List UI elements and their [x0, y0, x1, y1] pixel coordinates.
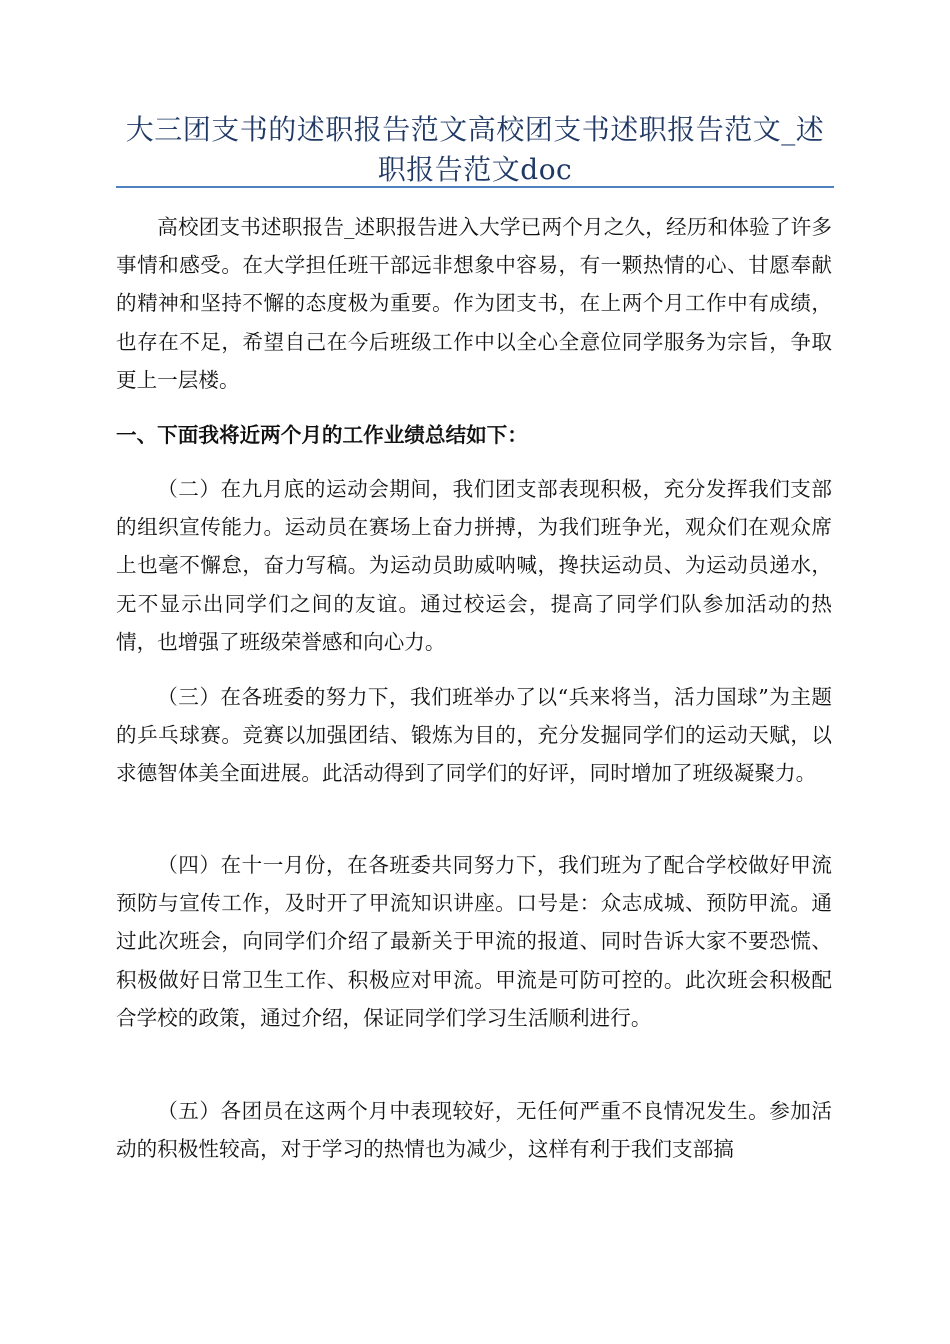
paragraph-intro: 高校团支书述职报告_述职报告进入大学已两个月之久，经历和体验了许多事情和感受。在大学担任班干部远非想象中容易，有一颗热情的心、甘愿奉献的精神和坚持不懈的态度极为重要。作为团支书，在上两个月工作中有成绩，也存在不足，希望自己在今后班级工作中以全心全意位同学服务为宗旨，争取更上一层楼。 — [116, 215, 832, 392]
document-title: 大三团支书的述职报告范文高校团支书述职报告范文_述职报告范文doc — [125, 113, 825, 186]
paragraph-ping-pong: （三）在各班委的努力下，我们班举办了以“兵来将当，活力国球”为主题的乒乓球赛。竞赛以加强团结、锻炼为目的，充分发掘同学们的运动天赋，以求德智体美全面进展。此活动得到了同学们的好评，同时增加了班级凝聚力。 — [116, 685, 832, 786]
paragraph-members: （五）各团员在这两个月中表现较好，无任何严重不良情况发生。参加活动的积极性较高，对于学习的热情也为减少，这样有利于我们支部搞 — [116, 1099, 832, 1162]
paragraph-sports-meet: （二）在九月底的运动会期间，我们团支部表现积极，充分发挥我们支部的组织宣传能力。运动员在赛场上奋力拼搏，为我们班争光，观众们在观众席上也毫不懈怠，奋力写稿。为运动员助威呐喊，搀扶运动员、为运动员递水，无不显示出同学们之间的友谊。通过校运会，提高了同学们队参加活动的热情，也增强了班级荣誉感和向心力。 — [116, 477, 832, 654]
paragraph-flu-lecture: （四）在十一月份，在各班委共同努力下，我们班为了配合学校做好甲流预防与宣传工作，及时开了甲流知识讲座。口号是：众志成城、预防甲流。通过此次班会，向同学们介绍了最新关于甲流的报道、同时告诉大家不要恐慌、积极做好日常卫生工作、积极应对甲流。甲流是可防可控的。此次班会积极配合学校的政策，通过介绍，保证同学们学习生活顺利进行。 — [116, 853, 832, 1030]
section-heading: 一、下面我将近两个月的工作业绩总结如下： — [116, 423, 528, 447]
title-underline-divider — [116, 186, 834, 188]
